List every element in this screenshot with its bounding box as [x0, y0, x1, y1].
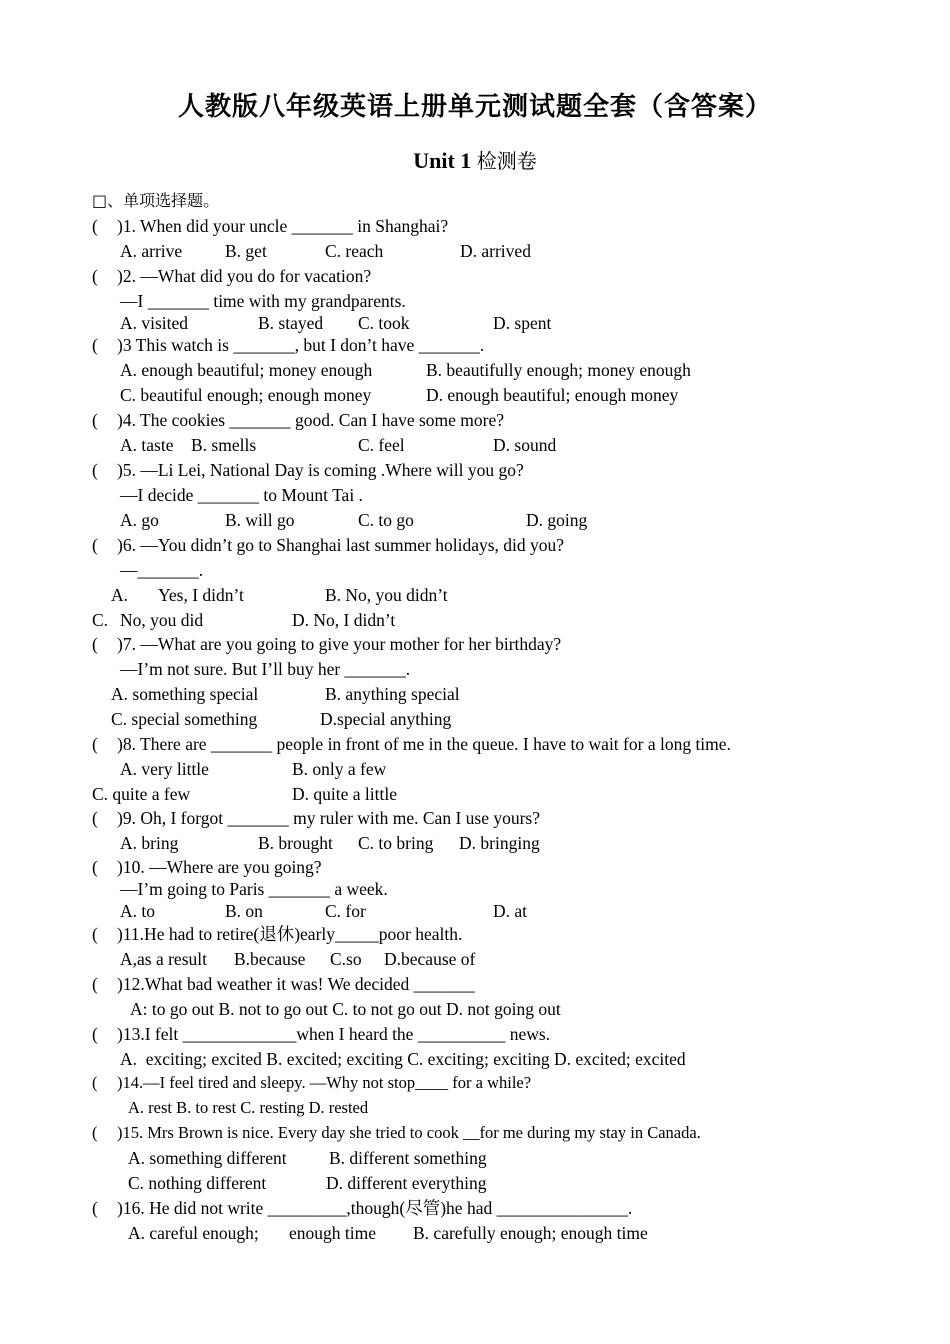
question-16-options — [128, 1222, 648, 1244]
question-1: ( )1. When did your uncle _______ in Shanghai? — [92, 216, 449, 236]
option: B.because — [234, 949, 306, 969]
question-10: ( )10. —Where are you going? — [92, 857, 322, 877]
question-stem: )7. —What are you going to give your mother for her birthday? — [117, 634, 562, 654]
question-7-options-row2 — [111, 708, 451, 730]
option: D. bringing — [459, 833, 540, 853]
question-stem: )8. There are _______ people in front of me in the queue. I have to wait for a long time. — [117, 734, 731, 754]
option: A. — [111, 585, 129, 605]
option: C. for — [325, 901, 366, 921]
question-11: ( )11.He had to retire(退休)early_____poor health. — [92, 924, 463, 944]
option: B. smells — [191, 435, 257, 455]
question-stem: )13.I felt _____________when I heard the __________ news. — [117, 1024, 551, 1044]
question-stem: )5. —Li Lei, National Day is coming .Where will you go? — [117, 460, 524, 480]
question-stem: )6. —You didn’t go to Shanghai last summer holidays, did you? — [117, 535, 565, 555]
option: B. different something — [329, 1148, 487, 1168]
option: A,as a result — [120, 949, 207, 969]
option: D. different everything — [326, 1173, 487, 1193]
option: A. careful enough; — [128, 1223, 259, 1243]
page-title: 人教版八年级英语上册单元测试题全套（含答案） — [177, 92, 772, 122]
unit-label: 检测卷 — [476, 149, 537, 173]
option: C.so — [330, 949, 362, 969]
question-7-options-row1 — [111, 683, 460, 705]
question-8-options-row1 — [120, 758, 386, 780]
option: C. to go — [358, 510, 414, 530]
question-10-options — [120, 900, 527, 922]
option: B. only a few — [292, 759, 387, 779]
option: C. took — [358, 313, 410, 333]
question-14-options: A. rest B. to rest C. resting D. rested — [128, 1098, 369, 1117]
question-4: ( )4. The cookies _______ good. Can I have some more? — [92, 410, 505, 430]
question-13-options: A. exciting; excited B. excited; exciting C. exciting; exciting D. excited; excited — [120, 1049, 686, 1069]
question-stem: )10. —Where are you going? — [117, 857, 322, 877]
section-heading: □、单项选择题。 — [92, 191, 220, 210]
unit-name: Unit 1 — [413, 148, 472, 173]
option: B. beautifully enough; money enough — [426, 360, 691, 380]
option: D. sound — [493, 435, 557, 455]
question-16: ( )16. He did not write _________,though(尽管)he had _______________. — [92, 1198, 633, 1218]
option: B. No, you didn’t — [325, 585, 448, 605]
option: D. going — [526, 510, 588, 530]
question-stem: )4. The cookies _______ good. Can I have some more? — [117, 410, 505, 430]
question-3-options-row1 — [120, 359, 691, 381]
question-stem: )12.What bad weather it was! We decided _______ — [117, 974, 475, 994]
question-stem: )1. When did your uncle _______ in Shanghai? — [117, 216, 449, 236]
question-stem: )3 This watch is _______, but I don’t have _______. — [117, 335, 485, 355]
option: C. beautiful enough; enough money — [120, 385, 372, 405]
option: A. to — [120, 901, 155, 921]
option: enough time — [289, 1223, 376, 1243]
question-stem: )14.—I feel tired and sleepy. —Why not stop____ for a while? — [117, 1073, 532, 1092]
question-15-options-row2 — [128, 1172, 487, 1194]
question-reply: —I’m going to Paris _______ a week. — [120, 879, 388, 899]
question-reply: —I’m not sure. But I’ll buy her _______. — [120, 659, 411, 679]
option: A. taste — [120, 435, 174, 455]
option: A. something different — [128, 1148, 287, 1168]
option: C. reach — [325, 241, 384, 261]
question-stem: )16. He did not write _________,though(尽管)he had _______________. — [117, 1198, 633, 1218]
option: Yes, I didn’t — [158, 585, 244, 605]
question-stem: )2. —What did you do for vacation? — [117, 266, 372, 286]
question-15-options-row1 — [128, 1147, 487, 1169]
question-stem: )11.He had to retire(退休)early_____poor health. — [117, 924, 463, 944]
question-8: ( )8. There are _______ people in front of me in the queue. I have to wait for a long time. — [92, 734, 731, 754]
option: D. arrived — [460, 241, 531, 261]
question-1-options — [120, 240, 531, 262]
option: D. at — [493, 901, 528, 921]
question-15: ( )15. Mrs Brown is nice. Every day she tried to cook __for me during my stay in Canada. — [92, 1123, 701, 1142]
option: A. arrive — [120, 241, 183, 261]
option: C. feel — [358, 435, 405, 455]
question-6-options-row1 — [111, 584, 448, 606]
option: A. something special — [111, 684, 259, 704]
question-stem: )9. Oh, I forgot _______ my ruler with me. Can I use yours? — [117, 808, 541, 828]
question-13: ( )13.I felt _____________when I heard the __________ news. — [92, 1024, 551, 1044]
option: D. enough beautiful; enough money — [426, 385, 679, 405]
option: B. stayed — [258, 313, 324, 333]
option: D.because of — [384, 949, 476, 969]
question-5: ( )5. —Li Lei, National Day is coming .Where will you go? — [92, 460, 524, 480]
question-14: ( )14.—I feel tired and sleepy. —Why not stop____ for a while? — [92, 1073, 532, 1092]
option: B. get — [225, 241, 267, 261]
option: A. very little — [120, 759, 209, 779]
question-9-options — [120, 832, 540, 854]
question-3-options-row2 — [120, 384, 678, 406]
unit-subtitle — [0, 145, 950, 174]
question-reply: —I _______ time with my grandparents. — [120, 291, 406, 311]
option: C. nothing different — [128, 1173, 267, 1193]
option: C. special something — [111, 709, 258, 729]
option: C. — [92, 610, 109, 630]
question-12-options: A: to go out B. not to go out C. to not go out D. not going out — [130, 999, 561, 1019]
question-reply: —_______. — [120, 560, 204, 580]
question-6: ( )6. —You didn’t go to Shanghai last summer holidays, did you? — [92, 535, 565, 555]
question-8-options-row2 — [92, 783, 397, 805]
option: A. visited — [120, 313, 189, 333]
question-11-options — [120, 948, 475, 970]
option: B. will go — [225, 510, 295, 530]
question-3: ( )3 This watch is _______, but I don’t have _______. — [92, 335, 485, 355]
question-4-options — [120, 434, 556, 456]
option: D. No, I didn’t — [292, 610, 396, 630]
question-2: ( )2. —What did you do for vacation? — [92, 266, 372, 286]
option: D.special anything — [320, 709, 452, 729]
option: C. quite a few — [92, 784, 191, 804]
question-12: ( )12.What bad weather it was! We decided _______ — [92, 974, 475, 994]
option: B. anything special — [325, 684, 460, 704]
option: A. bring — [120, 833, 179, 853]
question-stem: )15. Mrs Brown is nice. Every day she tried to cook __for me during my stay in Canada. — [117, 1123, 701, 1142]
question-5-options — [120, 509, 587, 531]
question-9: ( )9. Oh, I forgot _______ my ruler with me. Can I use yours? — [92, 808, 541, 828]
option: B. brought — [258, 833, 333, 853]
option: C. to bring — [358, 833, 434, 853]
option: A. go — [120, 510, 159, 530]
option: B. on — [225, 901, 263, 921]
question-6-options-row2 — [92, 609, 395, 631]
question-reply: —I decide _______ to Mount Tai . — [120, 485, 363, 505]
question-2-options — [120, 312, 551, 334]
option: D. quite a little — [292, 784, 397, 804]
option: A. enough beautiful; money enough — [120, 360, 373, 380]
option: D. spent — [493, 313, 552, 333]
question-7: ( )7. —What are you going to give your mother for her birthday? — [92, 634, 562, 654]
option: B. carefully enough; enough time — [413, 1223, 648, 1243]
option: No, you did — [120, 610, 204, 630]
